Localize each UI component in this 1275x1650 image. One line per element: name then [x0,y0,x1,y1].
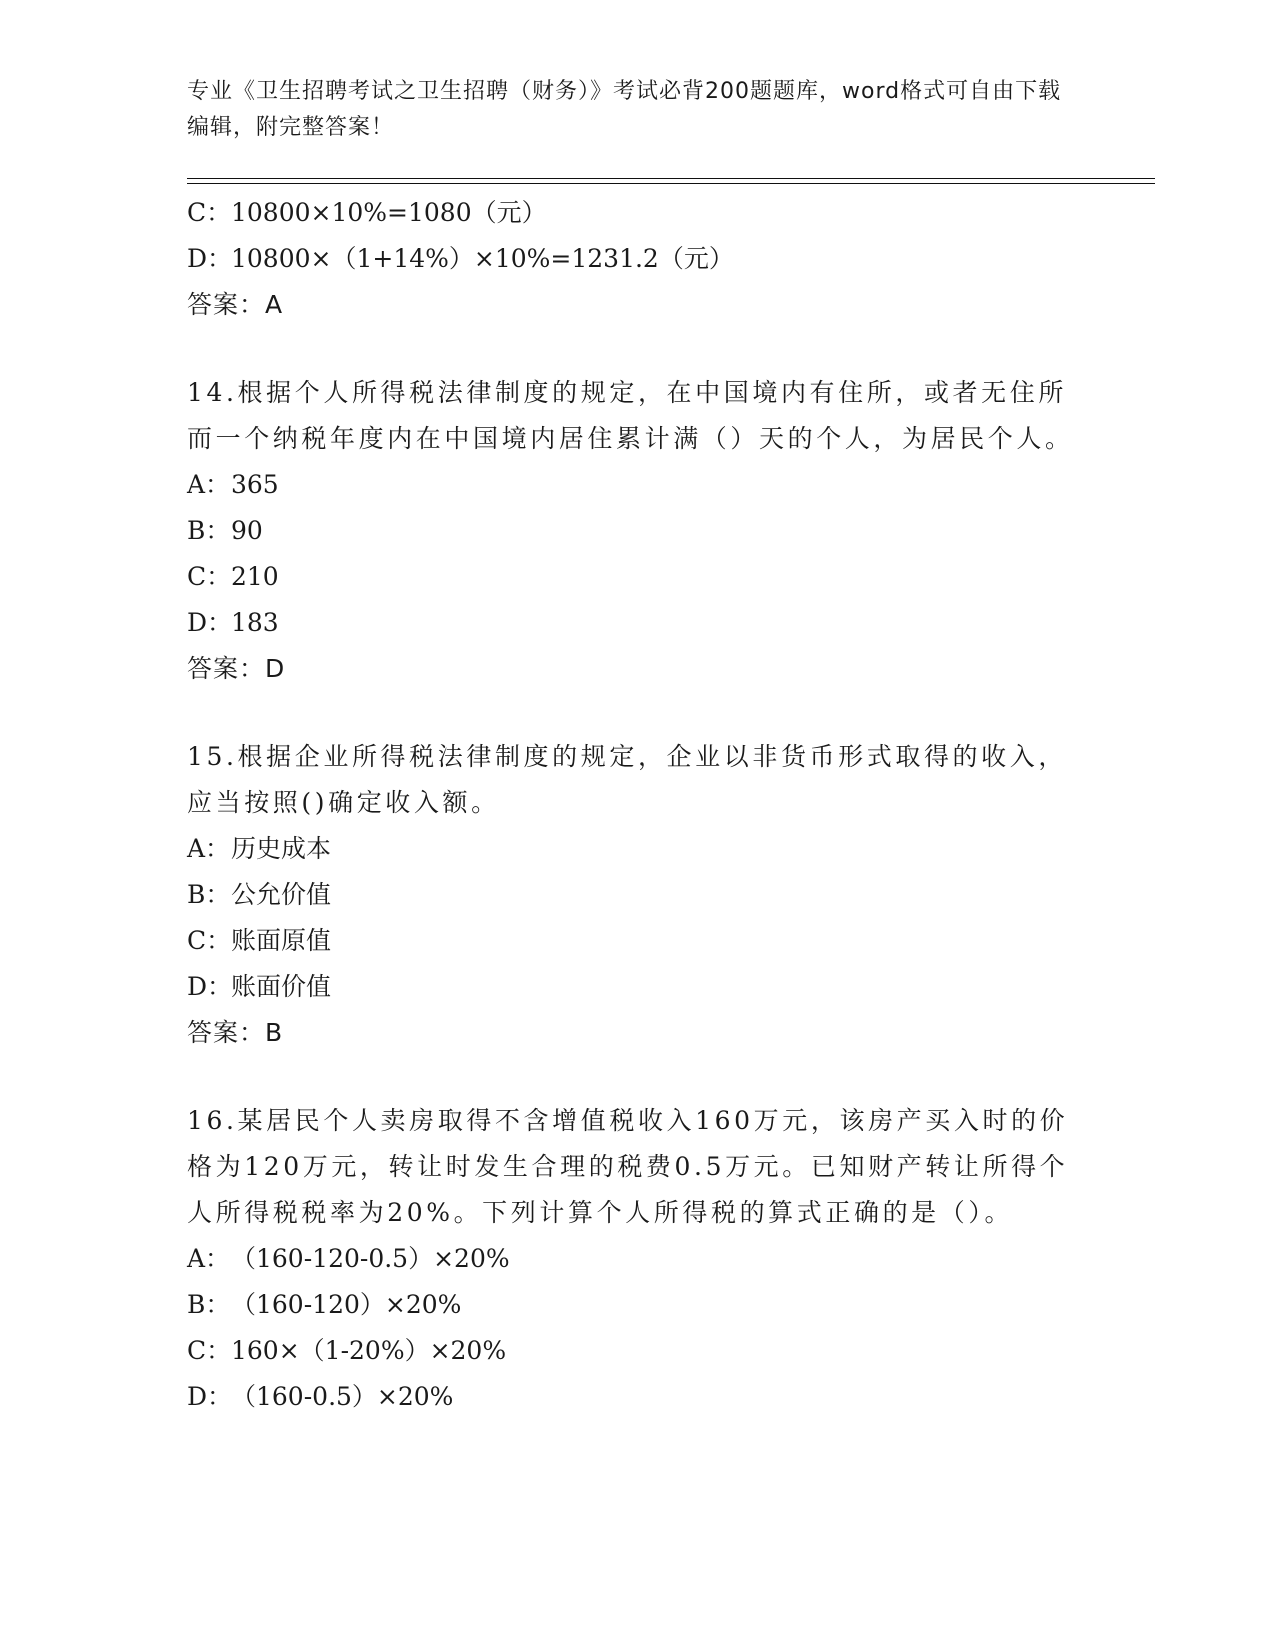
option-label: B： [187,1290,231,1319]
document-header: 专业《卫生招聘考试之卫生招聘（财务）》考试必背200题题库，word格式可自由下载编辑，附完整答案！ [187,79,1062,140]
option-label: C： [187,562,232,591]
option-text: 183 [231,608,279,637]
option-label: A： [187,1244,231,1273]
option-d [187,1374,1087,1420]
option-text: 10800×（1+14%）×10%=1231.2（元） [231,244,734,273]
option-text: 365 [231,470,279,499]
option-label: A： [187,470,231,499]
option-text: 10800×10%=1080（元） [231,198,547,227]
option-b [187,1282,1087,1328]
option-b [187,508,1087,554]
option-a [187,1236,1087,1282]
option-text: 公允价值 [231,880,332,909]
option-d [187,600,1087,646]
option-label: C： [187,198,232,227]
option-text: 210 [231,562,279,591]
option-c [187,190,1087,236]
option-label: D： [187,244,233,273]
question-16-stem: 16.某居民个人卖房取得不含增值税收入160万元，该房产买入时的价格为120万元，转让时发生合理的税费0.5万元。已知财产转让所得个人所得税税率为20%。下列计算个人所得税的算式正确的是（）。 [187,1106,1069,1227]
option-label: A： [187,834,231,863]
option-label: D： [187,1382,233,1411]
answer-line: 答案：A [187,290,284,319]
answer-line: 答案：D [187,654,286,683]
option-c [187,918,1087,964]
option-text: （160-120-0.5）×20% [231,1244,510,1273]
option-text: 账面价值 [231,972,332,1001]
option-text: 90 [231,516,263,545]
header-rule-bottom [187,183,1155,184]
option-label: D： [187,972,233,1001]
option-label: B： [187,516,231,545]
question-15-stem: 15.根据企业所得税法律制度的规定，企业以非货币形式取得的收入，应当按照()确定收入额。 [187,742,1067,817]
option-label: C： [187,926,232,955]
option-c [187,554,1087,600]
option-text: 160×（1-20%）×20% [231,1336,507,1365]
option-label: D： [187,608,233,637]
answer-line: 答案：B [187,1018,284,1047]
question-14-stem: 14.根据个人所得税法律制度的规定，在中国境内有住所，或者无住所而一个纳税年度内在中国境内居住累计满（）天的个人，为居民个人。 [187,378,1074,453]
option-label: B： [187,880,231,909]
header-rule-top [187,178,1155,179]
document-content [187,190,1087,1420]
option-c [187,1328,1087,1374]
option-a [187,462,1087,508]
option-a [187,826,1087,872]
option-d [187,964,1087,1010]
option-text: （160-120）×20% [231,1290,462,1319]
option-text: 历史成本 [231,834,332,863]
option-label: C： [187,1336,232,1365]
option-d [187,236,1087,282]
option-text: （160-0.5）×20% [231,1382,454,1411]
option-text: 账面原值 [231,926,332,955]
option-b [187,872,1087,918]
